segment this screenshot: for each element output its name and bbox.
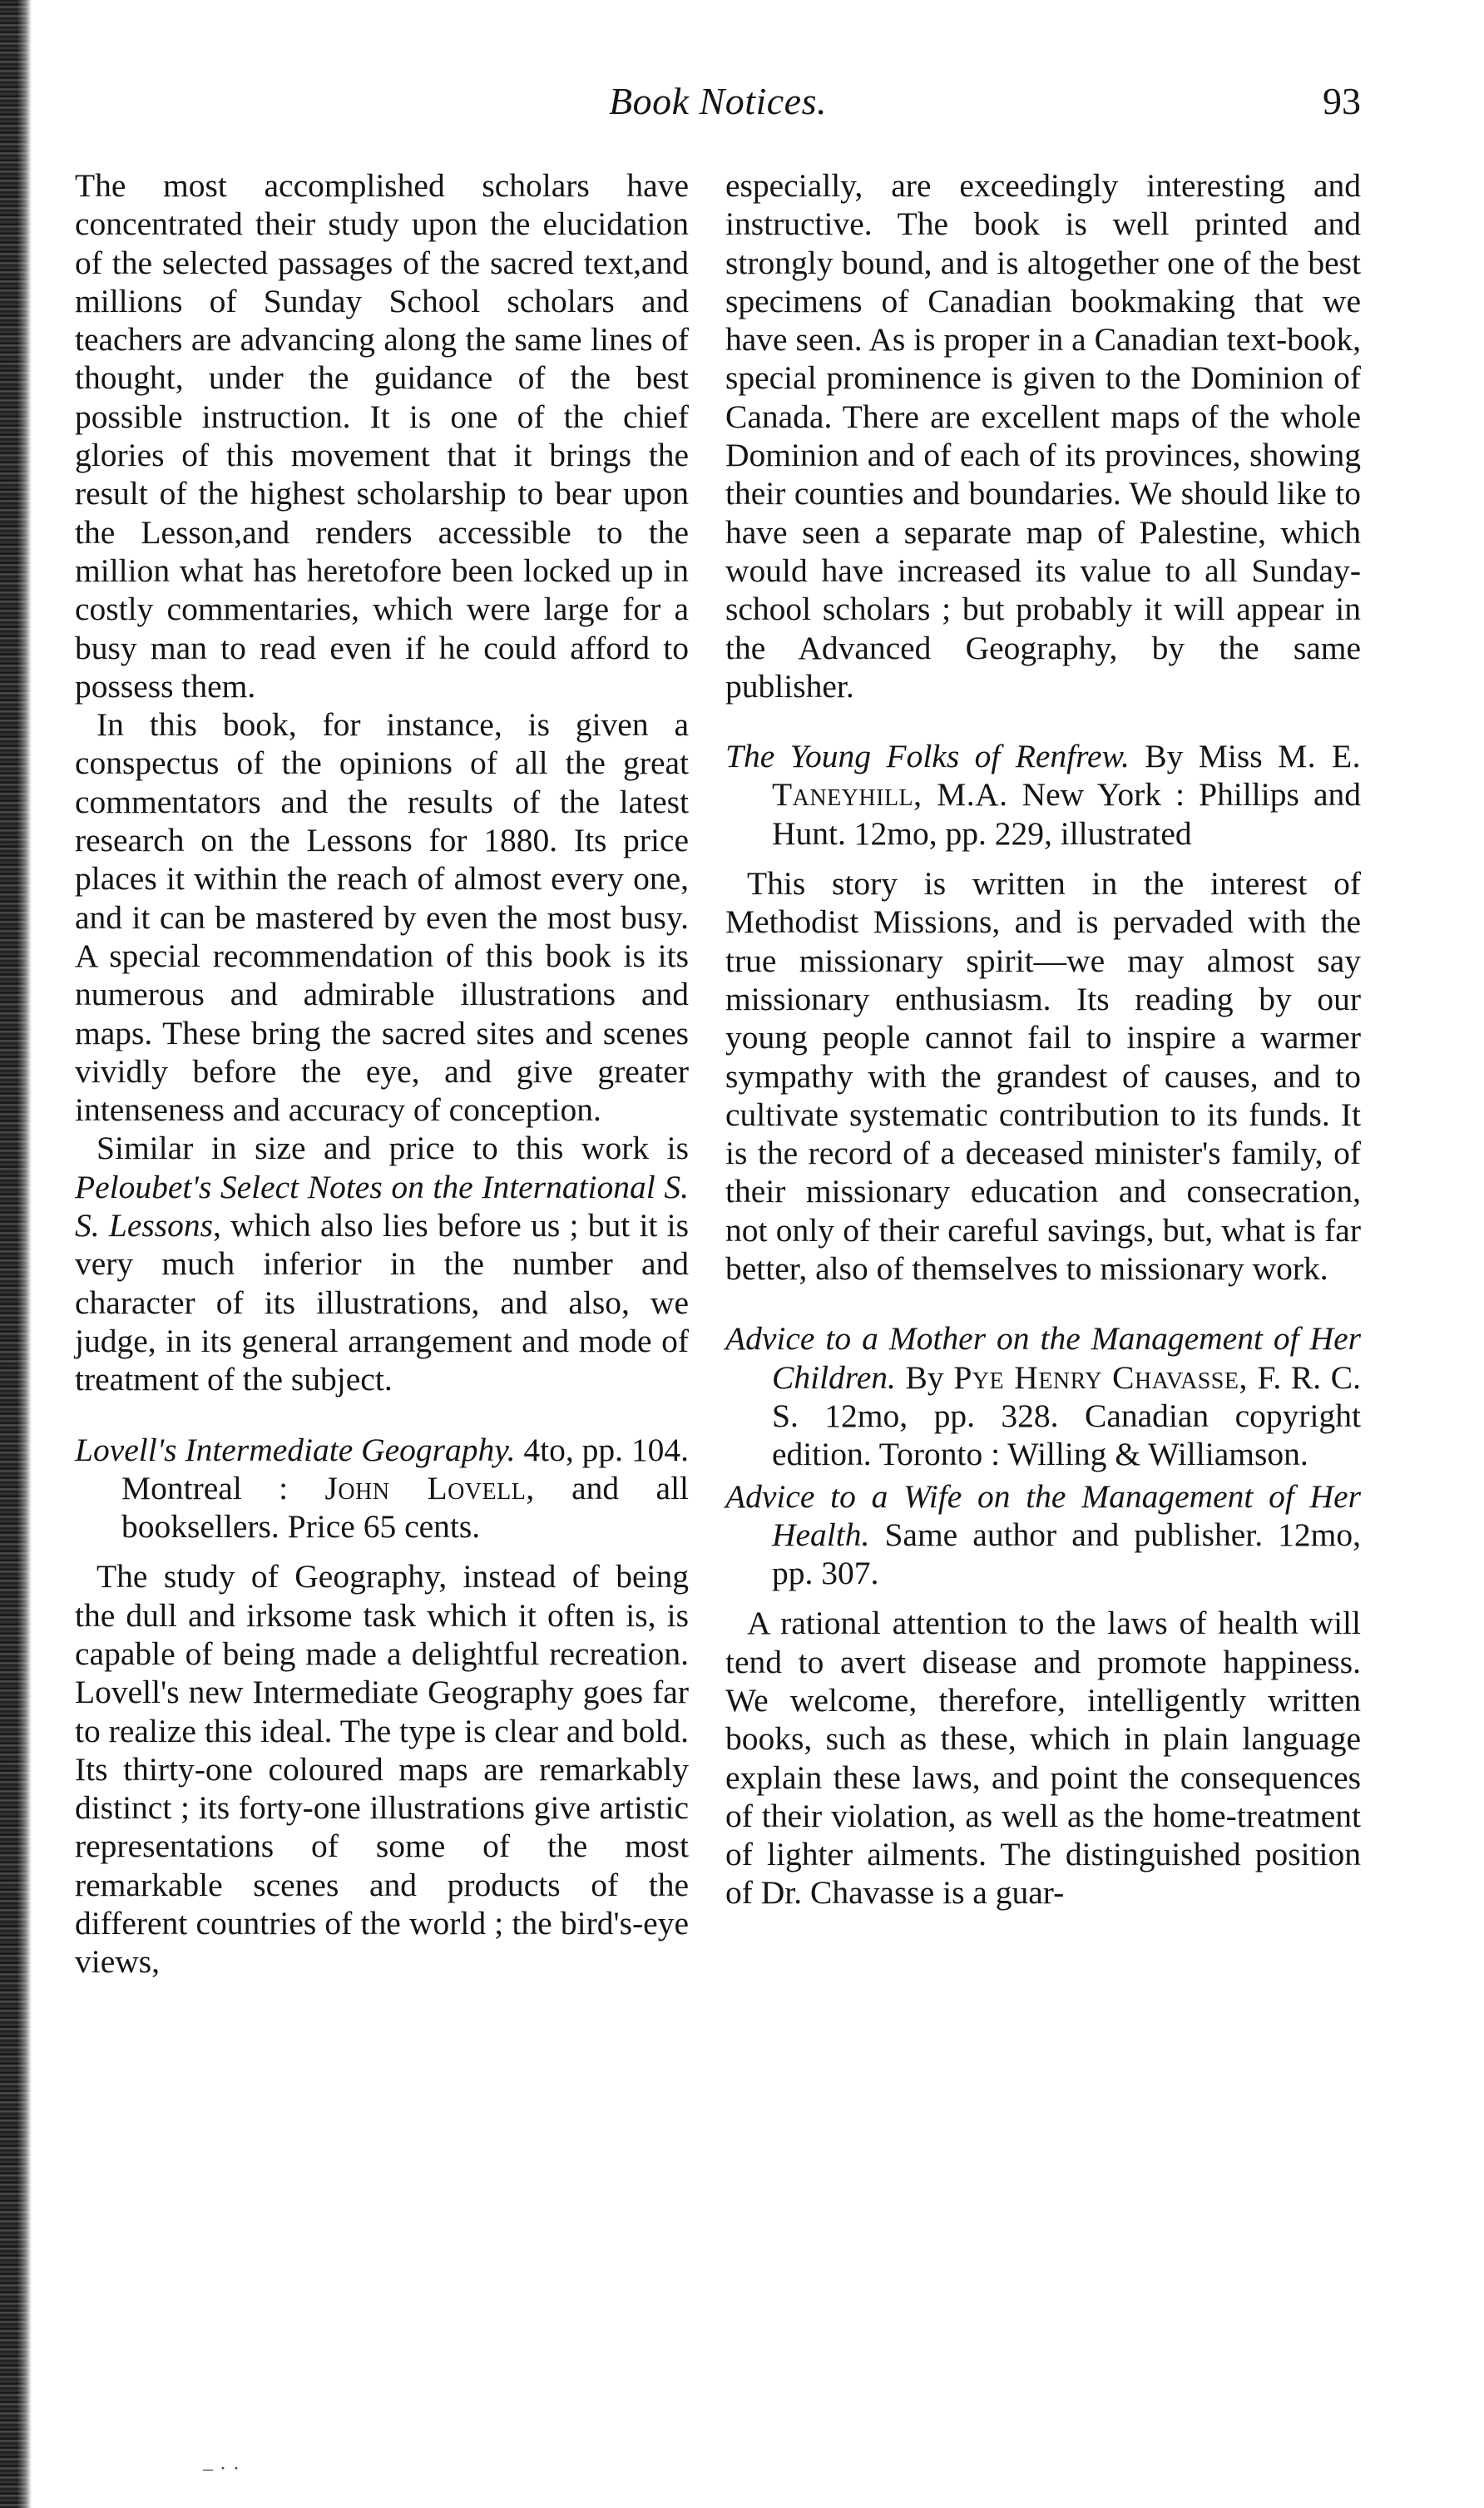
notice-advice-wife bbox=[725, 1477, 1361, 1593]
left-paragraph-2: In this book, for instance, is given a conspectus of the opinions of all the great commentators and the results of the latest research on the Lessons for 1880. Its price places it within the reach of almost every one, and it can be mastered by even the most busy. A special recommendation of this book is its numerous and admirable illustrations and maps. These bring the sacred sites and scenes vividly before the eye, and give greater intenseness and accuracy of conception. bbox=[75, 706, 689, 1129]
right-paragraph-1: especially, are exceedingly interesting and instructive. The book is well printed and strongly bound, and is altogether one of the best specimens of Canadian bookmaking that we have seen. As is proper in a Canadian text-book, special prominence is given to the Dominion of Canada. There are excellent maps of the whole Dominion and of each of its provinces, showing their counties and boundaries. We should like to have seen a separate map of Palestine, which would have increased its value to all Sunday-school scholars ; but probably it will appear in the Advanced Geography, by the same publisher. bbox=[725, 167, 1361, 705]
running-title: Book Notices. bbox=[609, 80, 827, 122]
notice-by: By bbox=[895, 1358, 954, 1396]
notice-title: Advice to a Mother on the Management of Her Children. bbox=[725, 1320, 1361, 1396]
notice-title: Advice to a Wife on the Management of Her Health. bbox=[725, 1477, 1361, 1553]
left-paragraph-4: The study of Geography, instead of being the dull and irksome task which it often is, is capable of being made a delightful recreation. Lovell's new Intermediate Geography goes far to realize this ideal. The type is clear and bold. Its thirty-one coloured maps are remarkably distinct ; its forty-one illustrations give artistic representations of some of the most remarkable scenes and products of the different countries of the world ; the bird's-eye views, bbox=[75, 1558, 689, 1981]
notice-author: M. E. Taneyhill, M.A. bbox=[772, 738, 1361, 814]
notice-details-tail: and all booksellers. Price 65 cents. bbox=[121, 1469, 690, 1546]
page-number: 93 bbox=[1323, 80, 1361, 122]
left-paragraph-3-rest: , which also lies before us ; but it is very much inferior in the number and character of its illustrations, and also, we judge, in its general arrangement and mode of treatment of the subject. bbox=[75, 1207, 690, 1398]
left-column bbox=[75, 166, 689, 1981]
peloubet-title: Peloubet's Select Notes on the International S. S. Lessons bbox=[75, 1168, 689, 1244]
print-smudge-mark: ‒·· bbox=[203, 2458, 246, 2480]
notice-author: Pye Henry Chavasse, bbox=[953, 1358, 1248, 1396]
right-paragraph-3: A rational attention to the laws of health will tend to avert disease and promote happiness. We welcome, therefore, intelligently written books, such as these, which in plain language explain these laws, and point the consequences of their violation, as well as the home-treatment of lighter ailments. The distinguished position of Dr. Chavasse is a guar- bbox=[725, 1605, 1361, 1912]
notice-details: Same author and publisher. 12mo, pp. 307. bbox=[772, 1516, 1361, 1592]
notice-title: The Young Folks of Renfrew. bbox=[725, 738, 1130, 775]
left-paragraph-1: The most accomplished scholars have concentrated their study upon the elucidation of the selected passages of the sacred text,and millions of Sunday School scholars and teachers are advancing along the same lines of thought, under the guidance of the best possible instruction. It is one of the chief glories of this movement that it brings the result of the highest scholarship to bear upon the Lesson,and renders accessible to the million what has heretofore been locked up in costly commentaries, which were large for a busy man to read even if he could afford to possess them. bbox=[75, 167, 689, 705]
page-binding-edge bbox=[0, 0, 32, 2508]
notice-details: 4to, pp. 104. Montreal : bbox=[121, 1431, 690, 1506]
notice-details: F. R. C. S. 12mo, pp. 328. Canadian copyright edition. Toronto : Willing & Williamson. bbox=[772, 1358, 1361, 1473]
left-paragraph-3 bbox=[75, 1129, 689, 1398]
notice-by: By Miss bbox=[1129, 738, 1279, 775]
page-header bbox=[75, 77, 1361, 130]
notice-title: Lovell's Intermediate Geography. bbox=[75, 1431, 516, 1468]
left-paragraph-3-lead: Similar in size and price to this work is bbox=[96, 1130, 689, 1167]
notice-lovell-geography bbox=[75, 1431, 689, 1546]
right-paragraph-2: This story is written in the interest of Methodist Missions, and is pervaded with the true missionary spirit—we may almost say missionary enthusiasm. Its reading by our young people cannot fail to inspire a warmer sympathy with the grandest of causes, and to cultivate systematic contribution to its funds. It is the record of a deceased minister's family, of their missionary education and consecration, not only of their careful savings, but, what is far better, also of themselves to missionary work. bbox=[725, 865, 1361, 1288]
notice-publisher: John Lovell, bbox=[324, 1469, 535, 1506]
notice-young-folks bbox=[725, 737, 1361, 853]
right-column bbox=[725, 166, 1361, 1912]
notice-details: New York : Phillips and Hunt. 12mo, pp. 229, illustrated bbox=[772, 776, 1361, 852]
notice-advice-mother bbox=[725, 1319, 1361, 1473]
